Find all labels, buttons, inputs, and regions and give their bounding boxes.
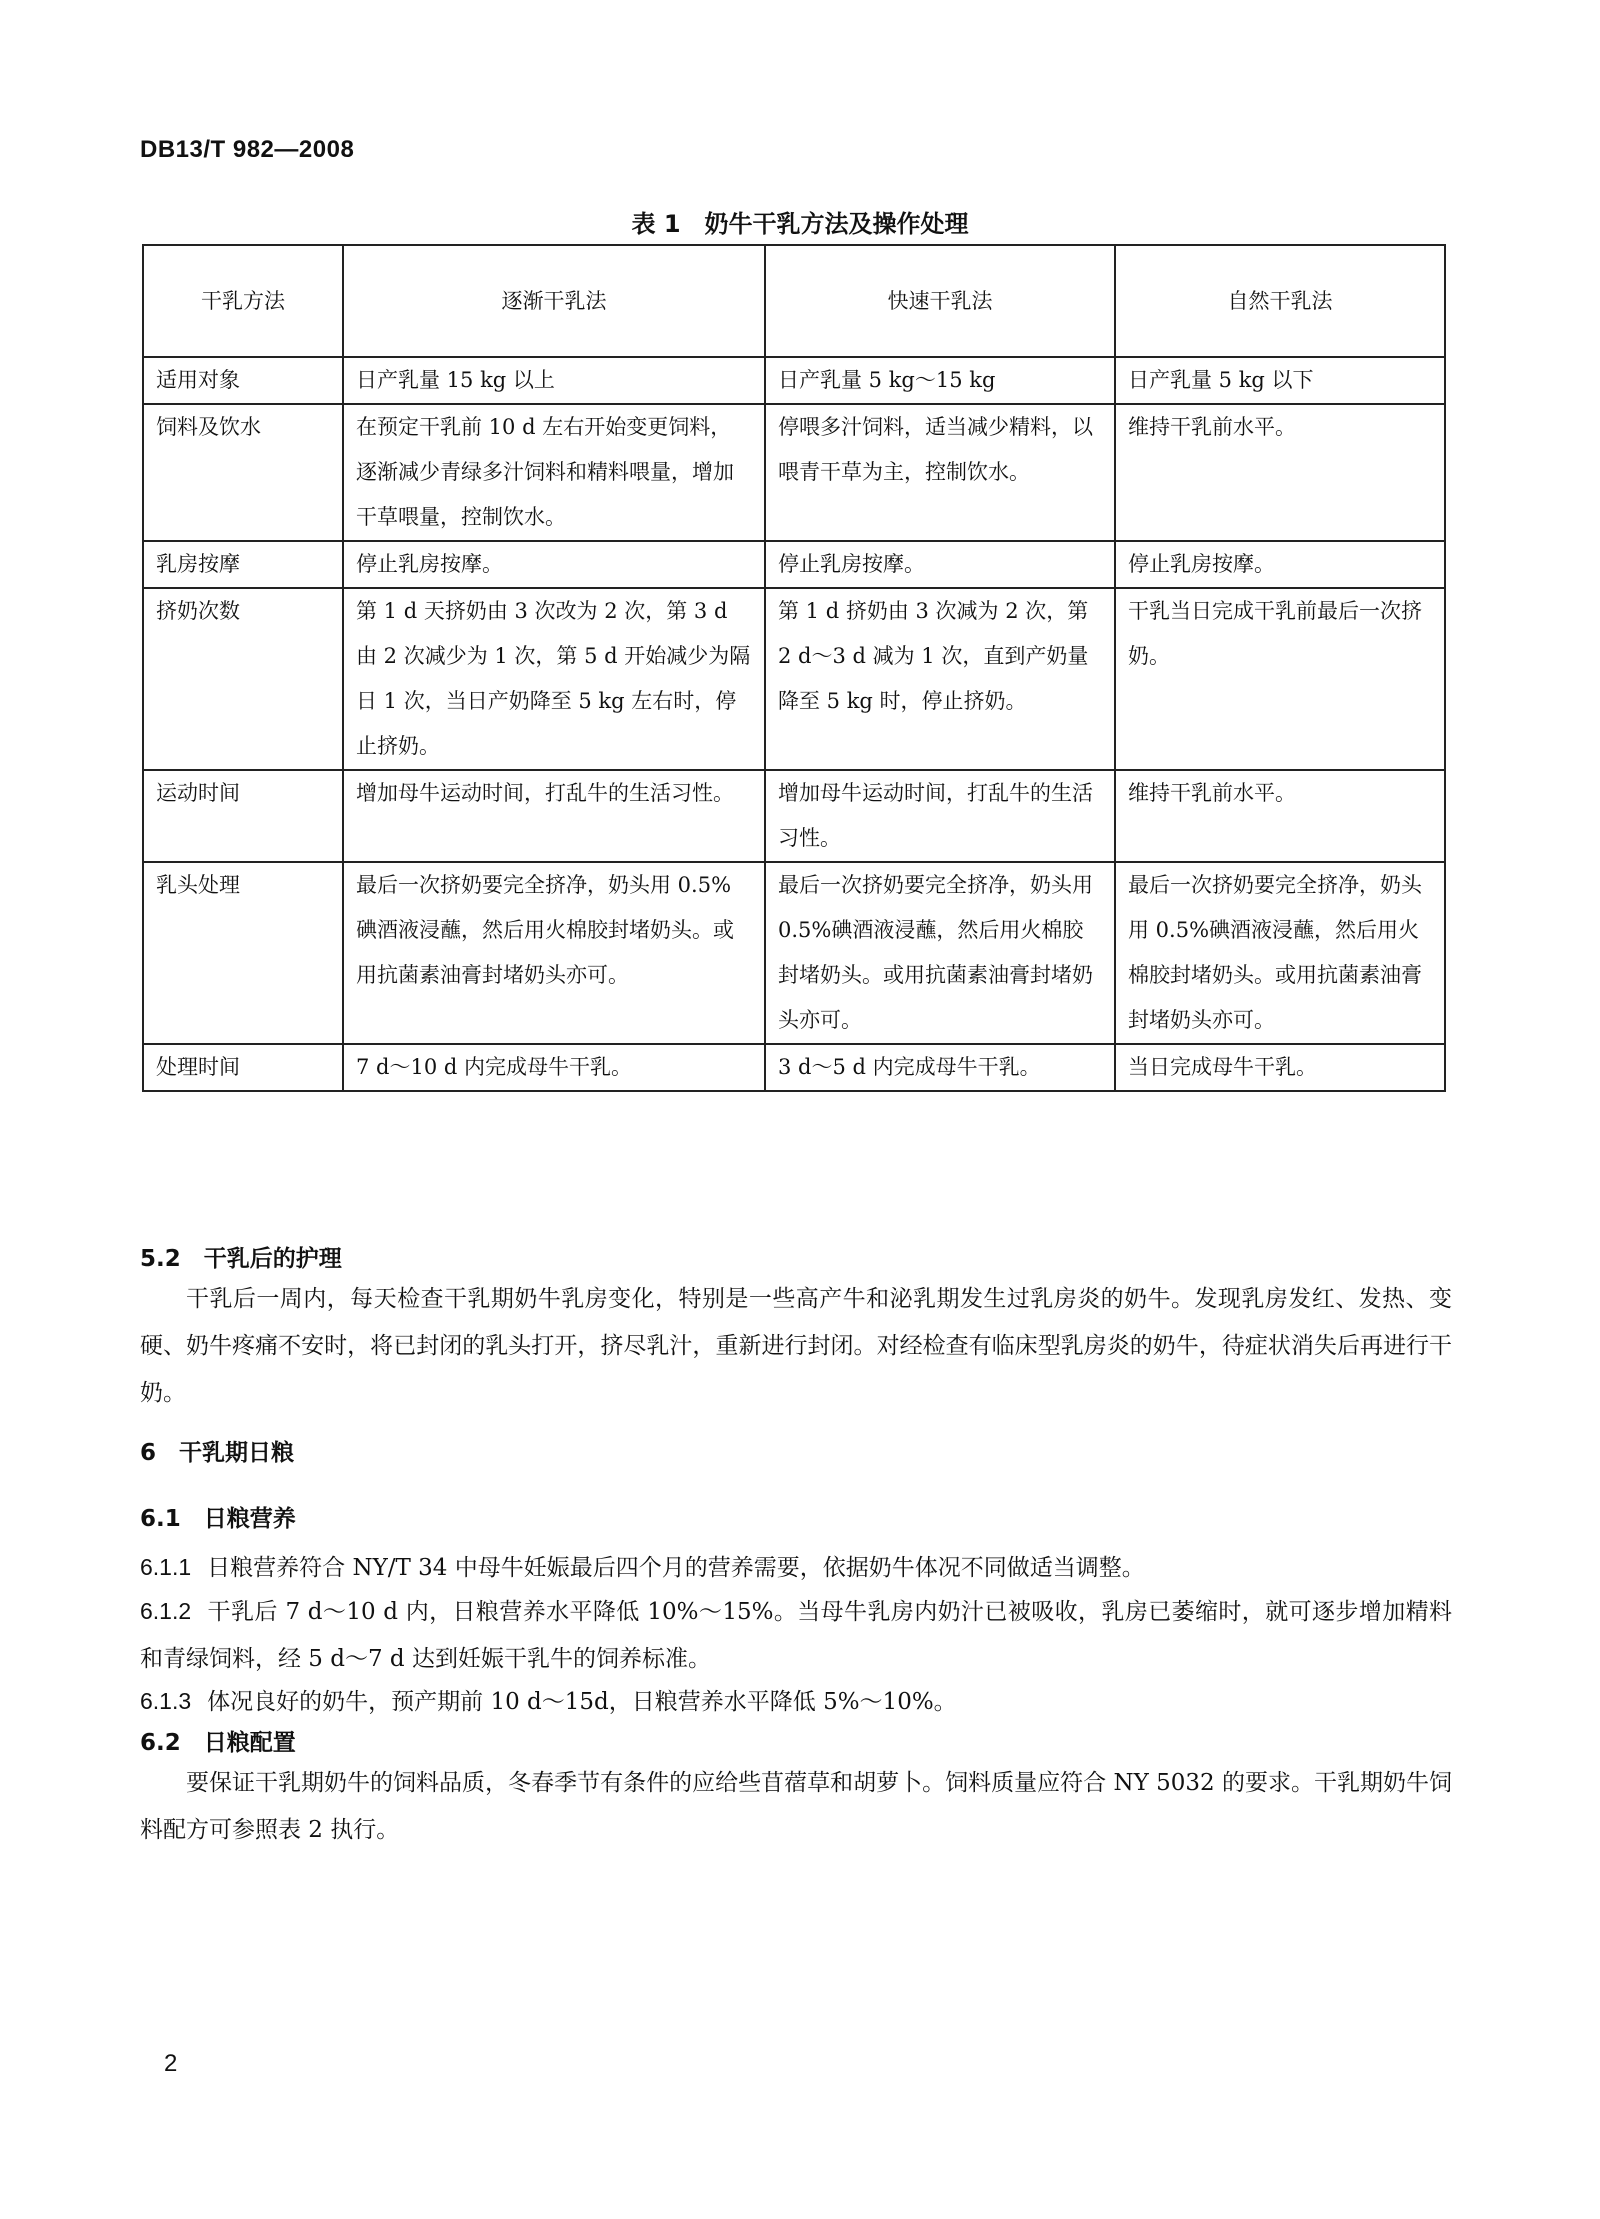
clause-number: 6.1.1: [140, 1554, 192, 1580]
row-label: 乳房按摩: [143, 541, 343, 588]
clause-text: 干乳后 7 d～10 d 内，日粮营养水平降低 10%～15%。当母牛乳房内奶汁已被吸收，乳房已萎缩时，就可逐步增加精料和青绿饲料，经 5 d～7 d 达到妊娠干乳牛的饲养标准。: [140, 1599, 1452, 1672]
table-row: [143, 541, 1445, 588]
table-row: [143, 862, 1445, 1044]
clause-6-1-3: [140, 1678, 1452, 1726]
table-title: 表 1 奶牛干乳方法及操作处理: [631, 210, 969, 238]
table-row: [143, 357, 1445, 404]
header-cell: 干乳方法: [143, 245, 343, 357]
page-number: 2: [164, 2050, 178, 2077]
table-cell: 日产乳量 5 kg～15 kg: [765, 357, 1115, 404]
table-cell: 维持干乳前水平。: [1115, 770, 1445, 862]
table-cell: 当日完成母牛干乳。: [1115, 1044, 1445, 1091]
header-cell: 快速干乳法: [765, 245, 1115, 357]
table-cell: 第 1 d 挤奶由 3 次减为 2 次，第 2 d～3 d 减为 1 次，直到产奶量降至 5 kg 时，停止挤奶。: [765, 588, 1115, 770]
table-cell: 第 1 d 天挤奶由 3 次改为 2 次，第 3 d 由 2 次减少为 1 次，第 5 d 开始减少为隔日 1 次，当日产奶降至 5 kg 左右时，停止挤奶。: [343, 588, 765, 770]
table-row: [143, 404, 1445, 541]
clause-text: 体况良好的奶牛，预产期前 10 d～15d，日粮营养水平降低 5%～10%。: [207, 1689, 957, 1715]
table-cell: 维持干乳前水平。: [1115, 404, 1445, 541]
section-5-2-body: 干乳后一周内，每天检查干乳期奶牛乳房变化，特别是一些高产牛和泌乳期发生过乳房炎的奶牛。发现乳房发红、发热、变硬、奶牛疼痛不安时，将已封闭的乳头打开，挤尽乳汁，重新进行封闭。对经检查有临床型乳房炎的奶牛，待症状消失后再进行干奶。: [140, 1286, 1452, 1406]
section-heading-6-2: 6.2 日粮配置: [140, 1730, 296, 1756]
table-cell: 最后一次挤奶要完全挤净，奶头用 0.5%碘酒液浸蘸，然后用火棉胶封堵奶头。或用抗菌素油膏封堵奶头亦可。: [343, 862, 765, 1044]
section-6-2-body: 要保证干乳期奶牛的饲料品质，冬春季节有条件的应给些苜蓿草和胡萝卜。饲料质量应符合 NY 5032 的要求。干乳期奶牛饲料配方可参照表 2 执行。: [140, 1770, 1452, 1843]
standard-code: DB13/T 982—2008: [140, 136, 355, 163]
table-cell: 干乳当日完成干乳前最后一次挤奶。: [1115, 588, 1445, 770]
header-cell: 逐渐干乳法: [343, 245, 765, 357]
clause-number: 6.1.3: [140, 1688, 192, 1714]
table-cell: 停喂多汁饲料，适当减少精料，以喂青干草为主，控制饮水。: [765, 404, 1115, 541]
table-cell: 最后一次挤奶要完全挤净，奶头用 0.5%碘酒液浸蘸，然后用火棉胶封堵奶头。或用抗菌素油膏封堵奶头亦可。: [765, 862, 1115, 1044]
table-row: [143, 1044, 1445, 1091]
table-cell: 停止乳房按摩。: [765, 541, 1115, 588]
row-label: 饲料及饮水: [143, 404, 343, 541]
table-cell: 增加母牛运动时间，打乱牛的生活习性。: [343, 770, 765, 862]
table-cell: 日产乳量 5 kg 以下: [1115, 357, 1445, 404]
table-cell: 停止乳房按摩。: [343, 541, 765, 588]
clause-number: 6.1.2: [140, 1598, 192, 1624]
clause-6-1-2: [140, 1588, 1452, 1683]
row-label: 适用对象: [143, 357, 343, 404]
table-cell: 在预定干乳前 10 d 左右开始变更饲料，逐渐减少青绿多汁饲料和精料喂量，增加干草喂量，控制饮水。: [343, 404, 765, 541]
row-label: 运动时间: [143, 770, 343, 862]
drying-methods-table: [142, 244, 1446, 1092]
clause-text: 日粮营养符合 NY/T 34 中母牛妊娠最后四个月的营养需要，依据奶牛体况不同做适当调整。: [207, 1555, 1145, 1581]
table-row: [143, 588, 1445, 770]
row-label: 挤奶次数: [143, 588, 343, 770]
table-row: [143, 770, 1445, 862]
table-cell: 3 d～5 d 内完成母牛干乳。: [765, 1044, 1115, 1091]
table-cell: 7 d～10 d 内完成母牛干乳。: [343, 1044, 765, 1091]
row-label: 乳头处理: [143, 862, 343, 1044]
table-cell: 最后一次挤奶要完全挤净，奶头用 0.5%碘酒液浸蘸，然后用火棉胶封堵奶头。或用抗菌素油膏封堵奶头亦可。: [1115, 862, 1445, 1044]
header-cell: 自然干乳法: [1115, 245, 1445, 357]
table-cell: 日产乳量 15 kg 以上: [343, 357, 765, 404]
section-heading-6: 6 干乳期日粮: [140, 1440, 295, 1466]
row-label: 处理时间: [143, 1044, 343, 1091]
section-heading-6-1: 6.1 日粮营养: [140, 1506, 296, 1532]
section-heading-5-2: 5.2 干乳后的护理: [140, 1246, 342, 1272]
table-cell: 停止乳房按摩。: [1115, 541, 1445, 588]
table-cell: 增加母牛运动时间，打乱牛的生活习性。: [765, 770, 1115, 862]
clause-6-1-1: [140, 1544, 1452, 1592]
table-header-row: [143, 245, 1445, 357]
